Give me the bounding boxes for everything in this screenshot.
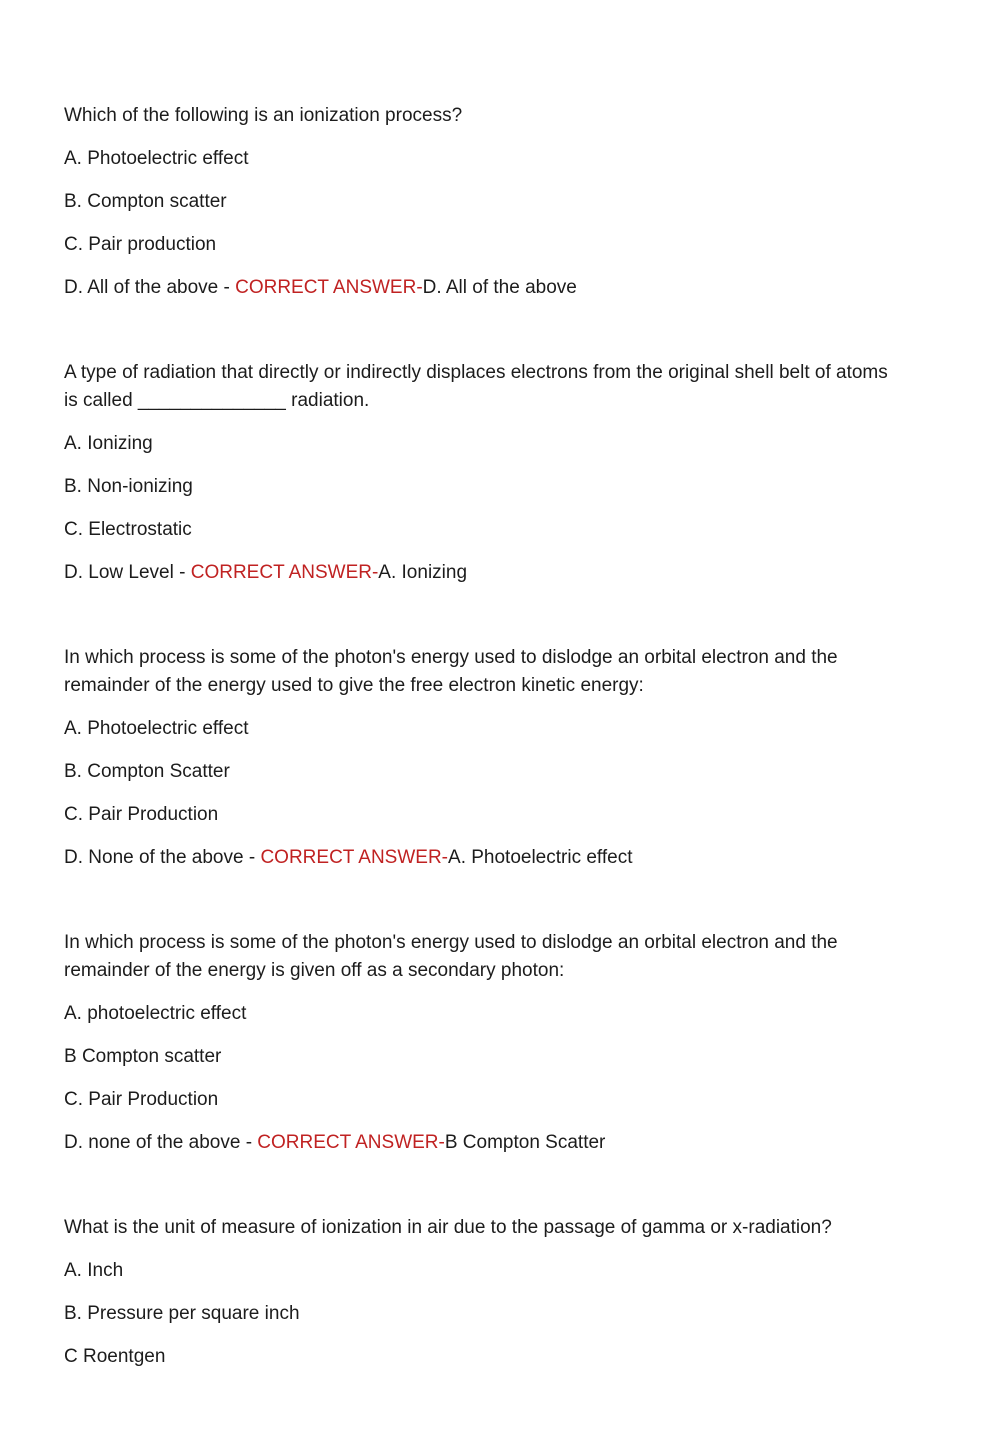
correct-answer-marker: CORRECT ANSWER-	[260, 847, 449, 868]
prompt-line-with-blank: is called ______________ radiation.	[64, 390, 370, 411]
question-2-option-d-answer-line	[64, 559, 919, 587]
question-2-option-a: A. Ionizing	[64, 433, 153, 454]
question-3-option-c: C. Pair Production	[64, 804, 219, 825]
prompt-line: Which of the following is an ionization process?	[64, 105, 463, 126]
question-4-option-d-answer-line	[64, 1129, 919, 1157]
question-3-option-d-answer-line	[64, 844, 919, 872]
question-3-prompt	[64, 644, 919, 700]
prompt-line: In which process is some of the photon's energy used to dislodge an orbital electron and the	[64, 932, 838, 953]
correct-answer-text: B Compton Scatter	[444, 1132, 606, 1153]
question-3	[64, 644, 919, 872]
question-1-prompt	[64, 102, 919, 130]
option-d-label: D. none of the above -	[64, 1132, 258, 1153]
question-1	[64, 102, 919, 302]
correct-answer-text: A. Photoelectric effect	[448, 847, 633, 868]
question-3-option-a: A. Photoelectric effect	[64, 718, 249, 739]
question-2-option-b: B. Non-ionizing	[64, 476, 193, 497]
correct-answer-text: A. Ionizing	[378, 562, 468, 583]
option-d-label: D. All of the above -	[64, 277, 236, 298]
question-2-prompt	[64, 359, 919, 415]
question-3-option-b: B. Compton Scatter	[64, 761, 230, 782]
question-1-option-b: B. Compton scatter	[64, 191, 227, 212]
correct-answer-marker: CORRECT ANSWER-	[235, 277, 423, 298]
question-2	[64, 359, 919, 587]
prompt-line: In which process is some of the photon's energy used to dislodge an orbital electron and the	[64, 647, 838, 668]
question-4-option-b: B Compton scatter	[64, 1046, 222, 1067]
question-2-option-c: C. Electrostatic	[64, 519, 192, 540]
question-1-option-a: A. Photoelectric effect	[64, 148, 249, 169]
correct-answer-marker: CORRECT ANSWER-	[257, 1132, 445, 1153]
question-5-option-a: A. Inch	[64, 1260, 124, 1281]
prompt-line: remainder of the energy used to give the free electron kinetic energy:	[64, 675, 644, 696]
option-d-label: D. Low Level -	[64, 562, 191, 583]
correct-answer-text: D. All of the above	[422, 277, 577, 298]
question-1-option-c: C. Pair production	[64, 234, 217, 255]
question-4-option-a: A. photoelectric effect	[64, 1003, 247, 1024]
question-4-option-c: C. Pair Production	[64, 1089, 219, 1110]
question-5-option-b: B. Pressure per square inch	[64, 1303, 300, 1324]
question-5-prompt	[64, 1214, 919, 1242]
question-5	[64, 1214, 919, 1371]
prompt-line: What is the unit of measure of ionization in air due to the passage of gamma or x-radiation?	[64, 1217, 832, 1238]
prompt-line: remainder of the energy is given off as a secondary photon:	[64, 960, 565, 981]
prompt-line: A type of radiation that directly or indirectly displaces electrons from the original shell belt of atoms	[64, 362, 888, 383]
question-4	[64, 929, 919, 1157]
question-5-option-c: C Roentgen	[64, 1346, 166, 1367]
correct-answer-marker: CORRECT ANSWER-	[190, 562, 379, 583]
option-d-label: D. None of the above -	[64, 847, 261, 868]
question-4-prompt	[64, 929, 919, 985]
question-1-option-d-answer-line	[64, 274, 919, 302]
